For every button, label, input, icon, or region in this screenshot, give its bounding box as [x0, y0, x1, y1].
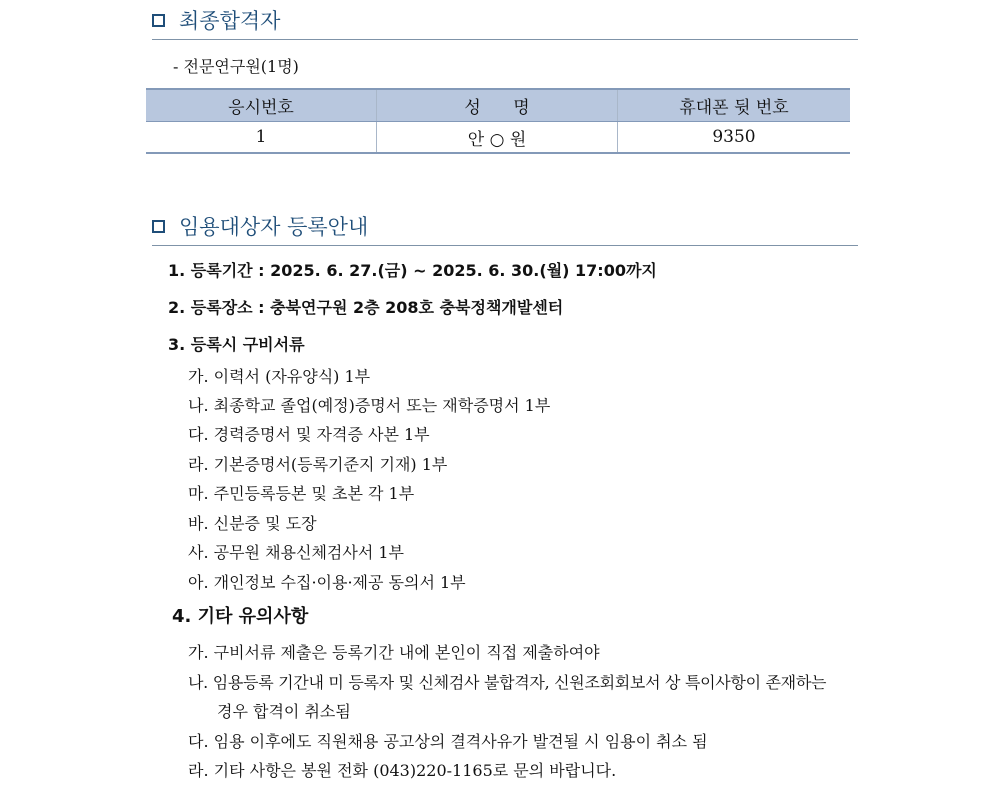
required-docs-heading: 3. 등록시 구비서류	[168, 335, 305, 354]
note-item: 라. 기타 사항은 봉원 전화 (043)220-1165로 문의 바랍니다.	[188, 761, 617, 780]
doc-item: 마. 주민등록등본 및 초본 각 1부	[188, 484, 415, 503]
header-name: 성 명	[377, 89, 618, 122]
note-item: 다. 임용 이후에도 직원채용 공고상의 결격사유가 발견될 시 임용이 취소 됨	[188, 732, 708, 751]
registration-place: 2. 등록장소 : 충북연구원 2층 208호 충북정책개발센터	[168, 298, 564, 317]
section-title-registration	[152, 210, 368, 242]
doc-item: 사. 공무원 채용신체검사서 1부	[188, 543, 404, 562]
doc-item: 가. 이력서 (자유양식) 1부	[188, 367, 371, 386]
position-label: - 전문연구원(1명)	[173, 57, 299, 76]
doc-item: 라. 기본증명서(등록기준지 기재) 1부	[188, 455, 448, 474]
doc-item: 나. 최종학교 졸업(예정)증명서 또는 재학증명서 1부	[188, 396, 551, 415]
cell-exam-number: 1	[146, 122, 377, 154]
note-item: 나. 임용등록 기간내 미 등록자 및 신체검사 불합격자, 신원조회회보서 상 특이사항이 존재하는	[188, 673, 827, 692]
result-table	[146, 88, 850, 154]
doc-item: 바. 신분증 및 도장	[188, 514, 317, 533]
doc-item: 아. 개인정보 수집·이용·제공 동의서 1부	[188, 573, 466, 592]
square-bullet-icon	[152, 14, 165, 27]
section-title-text: 최종합격자	[179, 9, 281, 33]
section-divider	[152, 39, 858, 40]
doc-item: 다. 경력증명서 및 자격증 사본 1부	[188, 425, 430, 444]
table-header-row	[146, 89, 850, 122]
section-title-text: 임용대상자 등록안내	[179, 215, 369, 239]
square-bullet-icon	[152, 220, 165, 233]
header-phone: 휴대폰 뒷 번호	[618, 89, 851, 122]
section-title-final	[152, 4, 280, 36]
section-divider	[152, 245, 858, 246]
registration-period: 1. 등록기간 : 2025. 6. 27.(금) ~ 2025. 6. 30.(월) 17:00까지	[168, 261, 657, 280]
note-item: 가. 구비서류 제출은 등록기간 내에 본인이 직접 제출하여야	[188, 643, 600, 662]
table-row	[146, 122, 850, 154]
note-item-continued: 경우 합격이 취소됨	[217, 702, 351, 721]
notes-heading: 4. 기타 유의사항	[172, 606, 309, 627]
cell-name: 안 ○ 원	[377, 122, 618, 154]
header-exam-number: 응시번호	[146, 89, 377, 122]
cell-phone: 9350	[618, 122, 851, 154]
